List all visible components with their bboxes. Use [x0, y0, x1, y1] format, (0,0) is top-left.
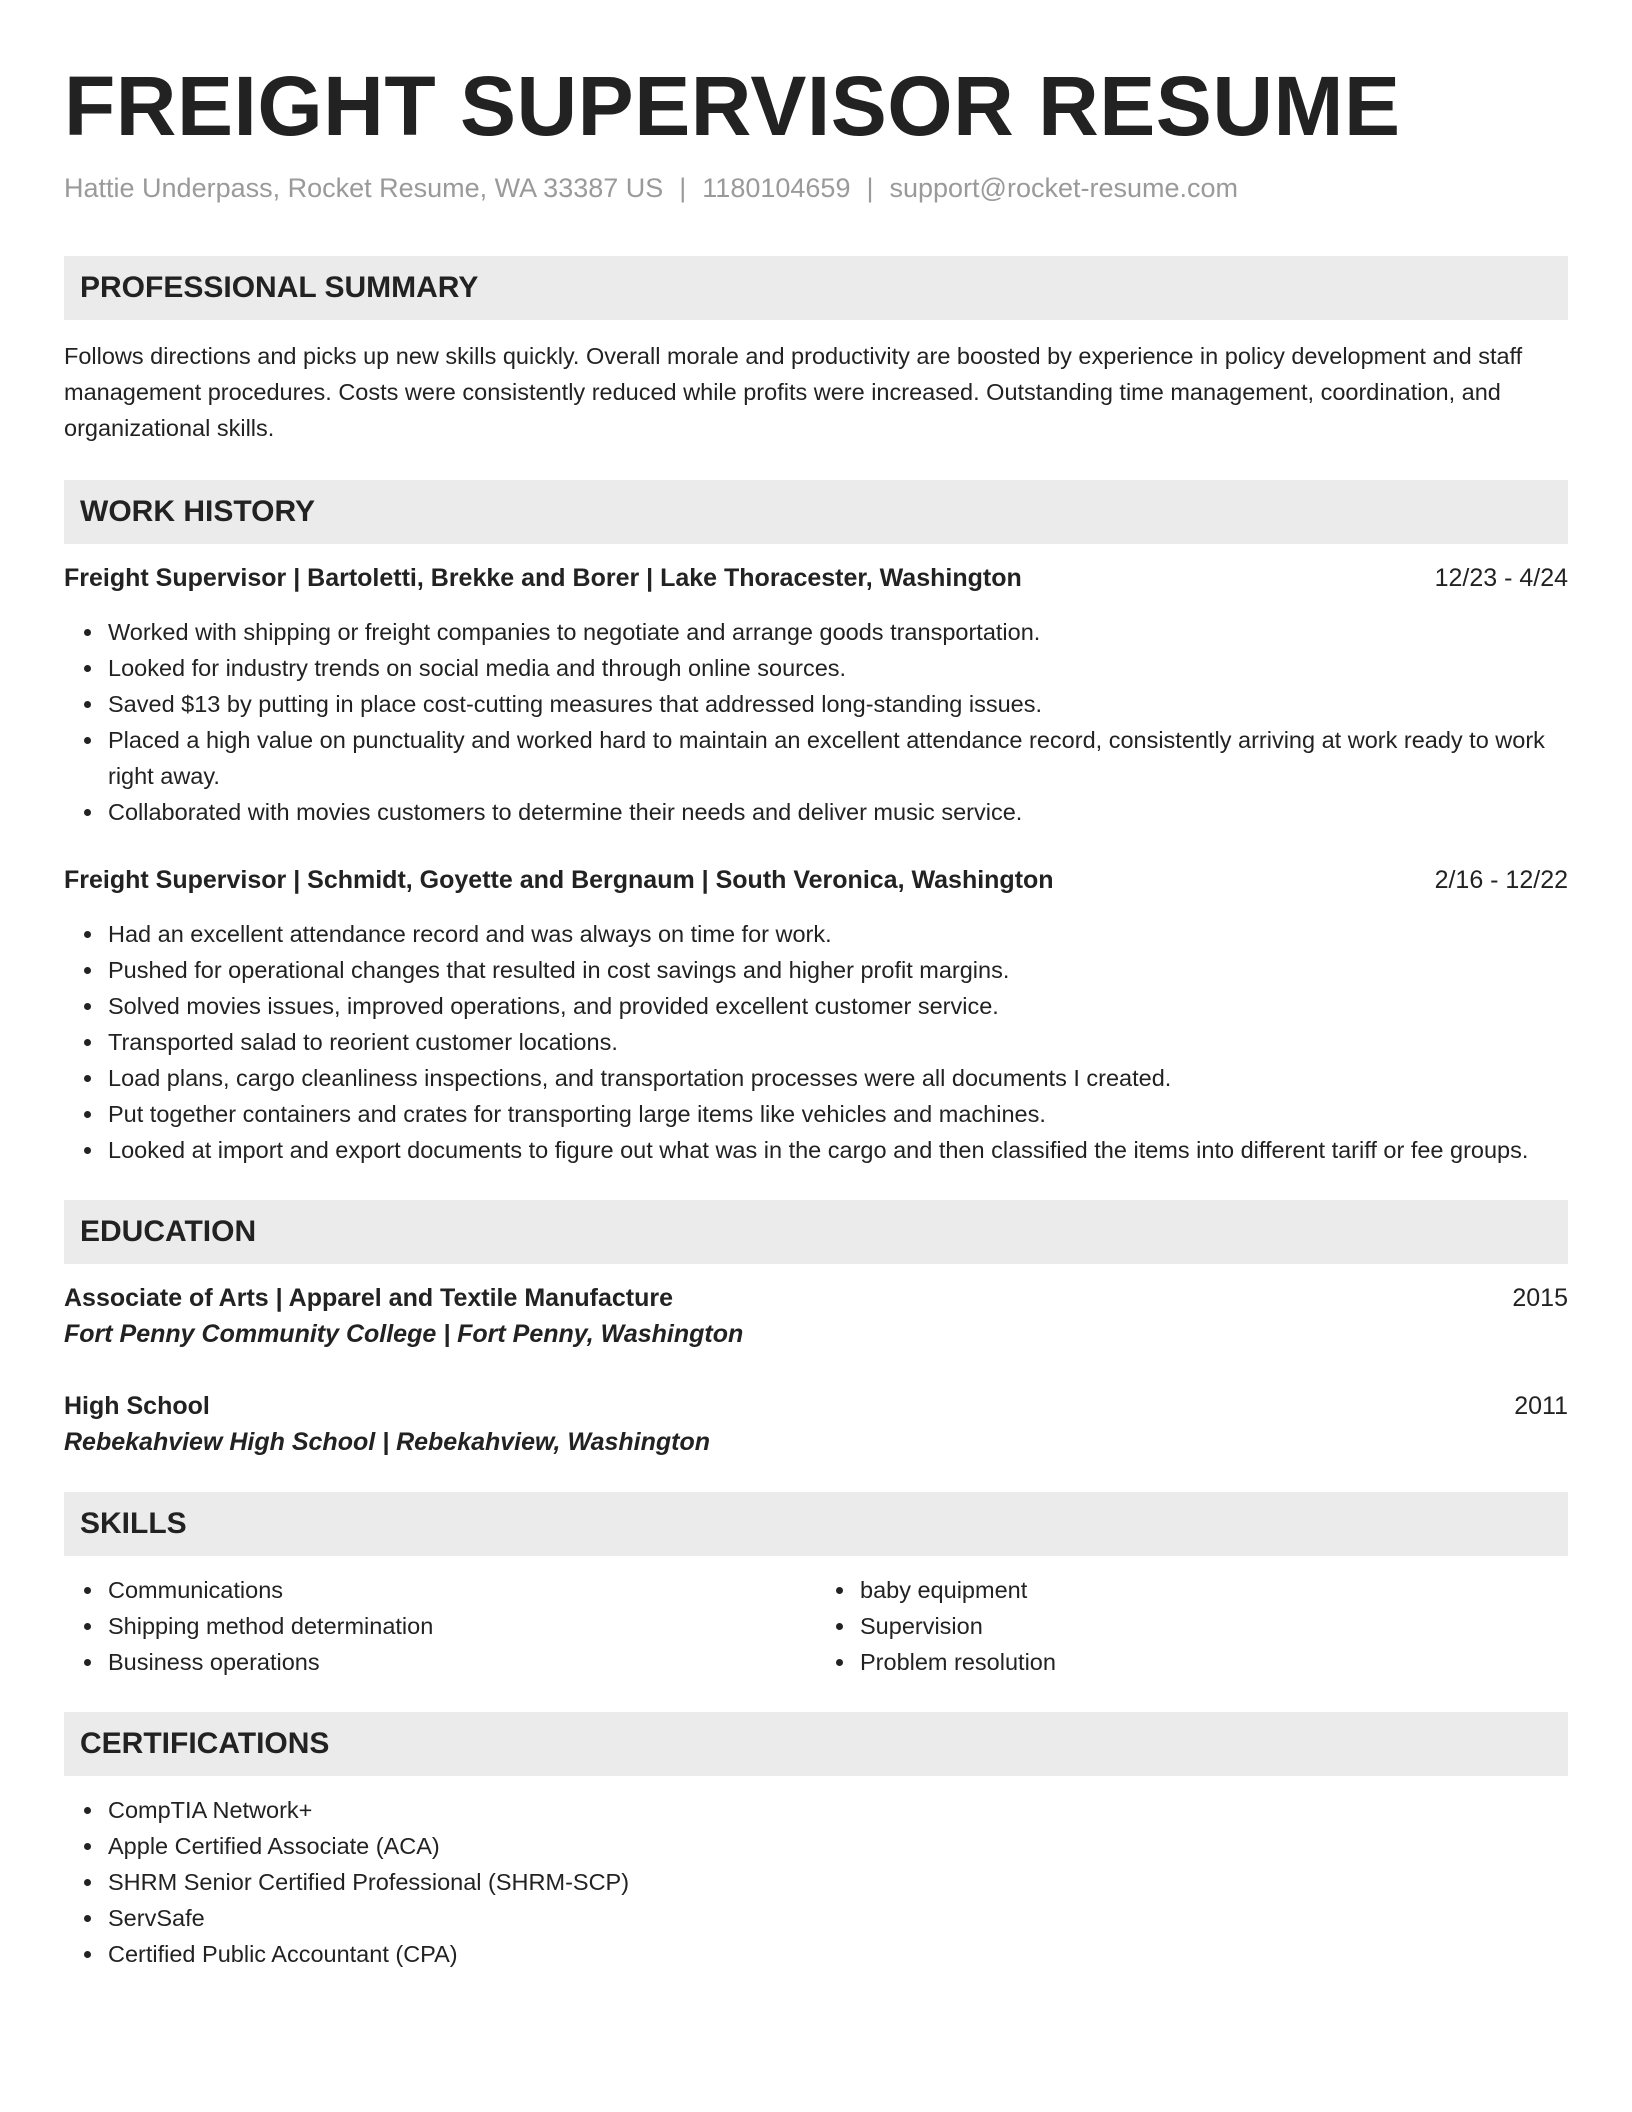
education-entry — [64, 1388, 1568, 1460]
certifications-section — [64, 1712, 1568, 1972]
list-item: Placed a high value on punctuality and worked hard to maintain an excellent attendance record, consistently arriving at work ready to work right away. — [108, 722, 1568, 794]
list-item: Communications — [108, 1572, 816, 1608]
education-header — [64, 1280, 1568, 1316]
list-item: ServSafe — [108, 1900, 1568, 1936]
contact-separator: | — [679, 173, 687, 203]
education-year: 2011 — [1514, 1392, 1568, 1420]
job-title: Freight Supervisor | Bartoletti, Brekke and Borer | Lake Thoracester, Washington — [64, 564, 1022, 592]
certifications-list — [64, 1792, 1568, 1972]
contact-separator: | — [866, 173, 874, 203]
section-heading: PROFESSIONAL SUMMARY — [64, 256, 1568, 320]
list-item: CompTIA Network+ — [108, 1792, 1568, 1828]
job-title: Freight Supervisor | Schmidt, Goyette and Bergnaum | South Veronica, Washington — [64, 866, 1054, 894]
skills-list-right — [816, 1572, 1568, 1680]
list-item: Solved movies issues, improved operations, and provided excellent customer service. — [108, 988, 1568, 1024]
list-item: Looked for industry trends on social media and through online sources. — [108, 650, 1568, 686]
list-item: baby equipment — [860, 1572, 1568, 1608]
job-header — [64, 560, 1568, 596]
education-school: Fort Penny Community College | Fort Penny, Washington — [64, 1320, 744, 1348]
list-item: Transported salad to reorient customer locations. — [108, 1024, 1568, 1060]
list-item: Put together containers and crates for transporting large items like vehicles and machines. — [108, 1096, 1568, 1132]
list-item: Saved $13 by putting in place cost-cutting measures that addressed long-standing issues. — [108, 686, 1568, 722]
list-item: Business operations — [108, 1644, 816, 1680]
job-dates: 2/16 - 12/22 — [1434, 866, 1568, 894]
list-item: Pushed for operational changes that resulted in cost savings and higher profit margins. — [108, 952, 1568, 988]
section-heading: WORK HISTORY — [64, 480, 1568, 544]
work-history-section — [64, 480, 1568, 1168]
skills-list-left — [64, 1572, 816, 1680]
list-item: Had an excellent attendance record and was always on time for work. — [108, 916, 1568, 952]
education-degree: High School — [64, 1392, 210, 1420]
section-heading: EDUCATION — [64, 1200, 1568, 1264]
contact-line — [64, 170, 1568, 206]
list-item: Collaborated with movies customers to determine their needs and deliver music service. — [108, 794, 1568, 830]
job-bullets — [64, 614, 1568, 830]
summary-text: Follows directions and picks up new skills quickly. Overall morale and productivity are boosted by experience in policy development and staff management procedures. Costs were consistently reduced while profits were increased. Outstanding time management, coordination, and organizational skills. — [64, 343, 1523, 441]
contact-address: Hattie Underpass, Rocket Resume, WA 33387 US — [64, 173, 664, 203]
job-bullets — [64, 916, 1568, 1168]
skills-columns — [64, 1572, 1568, 1680]
education-header — [64, 1388, 1568, 1424]
job-header — [64, 862, 1568, 898]
job-entry — [64, 560, 1568, 830]
education-year: 2015 — [1512, 1284, 1568, 1312]
education-section — [64, 1200, 1568, 1460]
list-item: Load plans, cargo cleanliness inspections, and transportation processes were all documents I created. — [108, 1060, 1568, 1096]
contact-phone: 1180104659 — [702, 173, 851, 203]
education-degree: Associate of Arts | Apparel and Textile Manufacture — [64, 1284, 673, 1312]
list-item: Supervision — [860, 1608, 1568, 1644]
section-heading: SKILLS — [64, 1492, 1568, 1556]
list-item: Certified Public Accountant (CPA) — [108, 1936, 1568, 1972]
list-item: SHRM Senior Certified Professional (SHRM-SCP) — [108, 1864, 1568, 1900]
skills-section — [64, 1492, 1568, 1680]
list-item: Apple Certified Associate (ACA) — [108, 1828, 1568, 1864]
job-entry — [64, 862, 1568, 1168]
resume-title: FREIGHT SUPERVISOR RESUME — [64, 59, 1401, 153]
list-item: Problem resolution — [860, 1644, 1568, 1680]
education-entry — [64, 1280, 1568, 1352]
job-dates: 12/23 - 4/24 — [1434, 564, 1568, 592]
education-school: Rebekahview High School | Rebekahview, Washington — [64, 1428, 711, 1456]
summary-section — [64, 256, 1568, 446]
contact-email: support@rocket-resume.com — [889, 173, 1239, 203]
section-heading: CERTIFICATIONS — [64, 1712, 1568, 1776]
list-item: Looked at import and export documents to figure out what was in the cargo and then classified the items into different tariff or fee groups. — [108, 1132, 1568, 1168]
list-item: Shipping method determination — [108, 1608, 816, 1644]
list-item: Worked with shipping or freight companies to negotiate and arrange goods transportation. — [108, 614, 1568, 650]
